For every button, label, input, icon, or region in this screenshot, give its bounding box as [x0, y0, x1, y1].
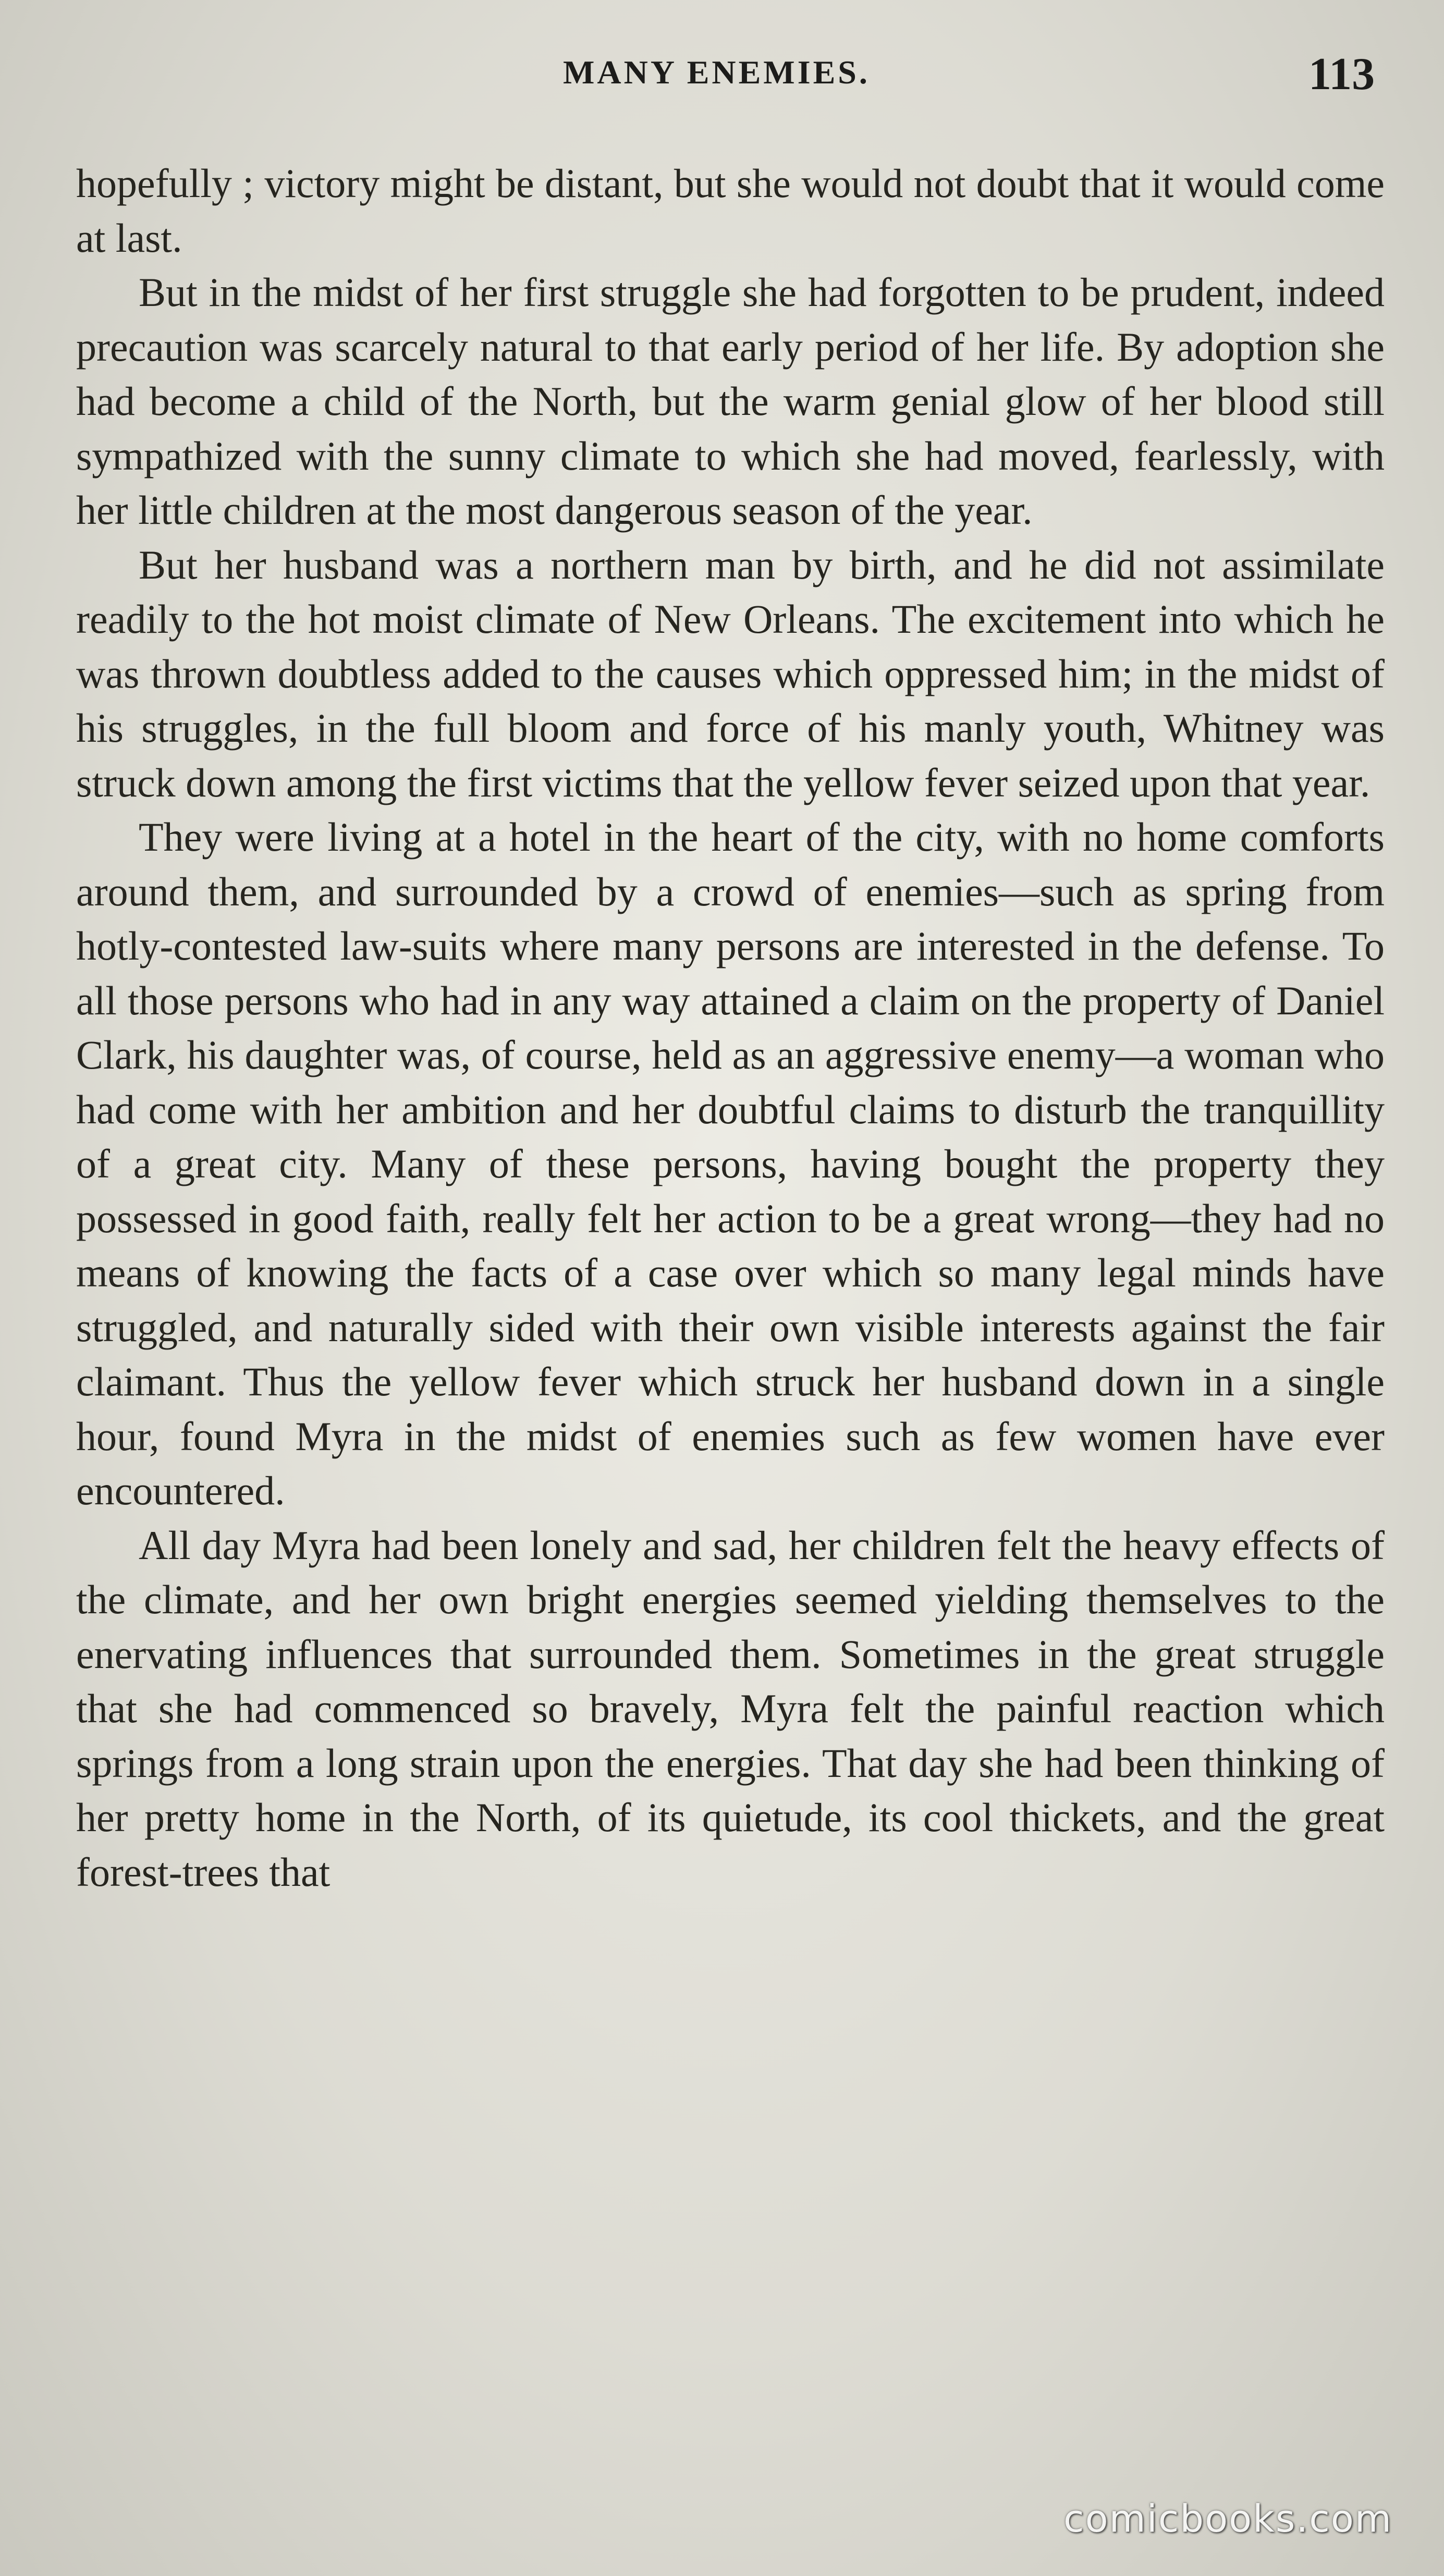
watermark: comicbooks.com [1063, 2497, 1393, 2541]
paragraph-5: All day Myra had been lonely and sad, her children felt the heavy effects of the climate, and her own bright energies seemed yielding themselves to the enervating influences that surrounded them. Sometimes in the great struggle that she had commenced so bravely, Myra felt the painful reaction which springs from a long strain upon the energies. That day she had been thinking of her pretty home in the North, of its quietude, its cool thickets, and the great forest-trees that [76, 1522, 1385, 1895]
paragraph-4: They were living at a hotel in the heart of the city, with no home comforts around them, and surrounded by a crowd of enemies—such as spring from hotly-contested law-suits where many persons are interested in the defense. To all those persons who had in any way attained a claim on the property of Daniel Clark, his daughter was, of course, held as an aggressive enemy—a woman who had come with her ambition and her doubtful claims to disturb the tranquillity of a great city. Many of these persons, having bought the property they possessed in good faith, really felt her action to be a great wrong—they had no means of knowing the facts of a case over which so many legal minds have struggled, and naturally sided with their own visible interests against the fair claimant. Thus the yellow fever which struck her husband down in a single hour, found Myra in the midst of enemies such as few women have ever encountered. [76, 814, 1385, 1513]
page-number: 113 [1308, 49, 1375, 100]
page-header [0, 48, 1444, 105]
paragraph-2: But in the midst of her first struggle she had forgotten to be prudent, indeed precaution was scarcely natural to that early period of her life. By adoption she had become a child of the North, but the warm genial glow of her blood still sympathized with the sunny climate to which she had moved, fearlessly, with her little children at the most dangerous season of the year. [76, 269, 1385, 533]
body-text [76, 156, 1385, 1899]
running-head: MANY ENEMIES. [563, 54, 870, 91]
paragraph-1: hopefully ; victory might be distant, but she would not doubt that it would come at last. [76, 161, 1385, 261]
paragraph-3: But her husband was a northern man by birth, and he did not assimilate readily to the hot moist climate of New Orleans. The excitement into which he was thrown doubtless added to the causes which oppressed him; in the midst of his struggles, in the full bloom and force of his manly youth, Whitney was struck down among the first victims that the yellow fever seized upon that year. [76, 542, 1385, 805]
